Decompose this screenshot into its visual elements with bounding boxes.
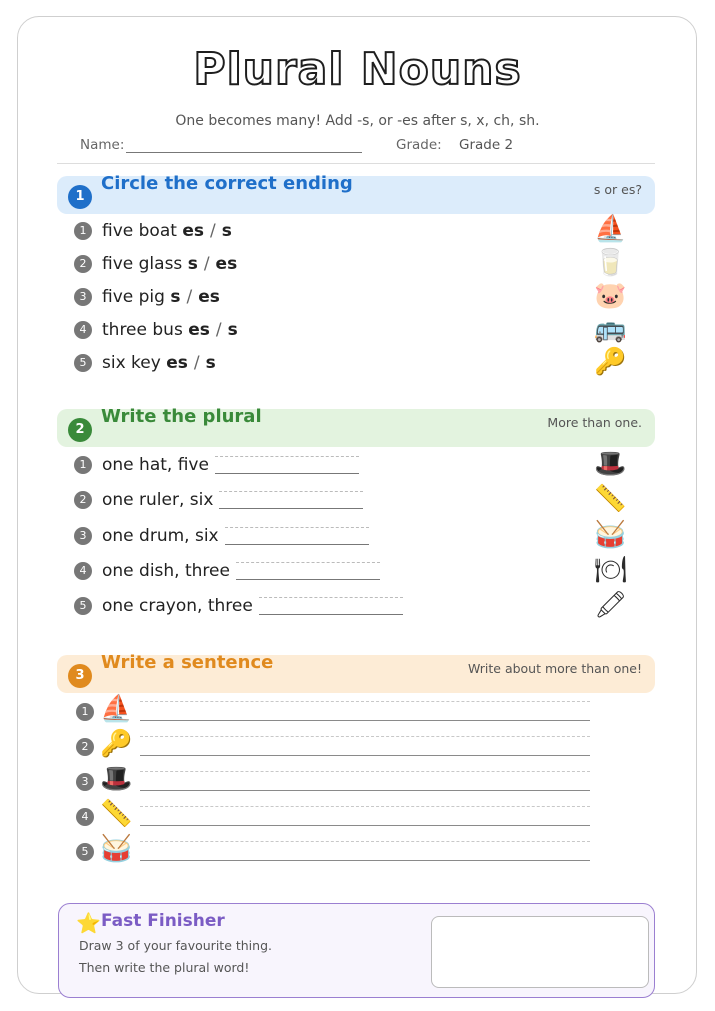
item-number: 5 — [76, 843, 94, 861]
dish-icon: 🍽 — [594, 555, 628, 585]
item-number: 2 — [74, 255, 92, 273]
key-icon: 🔑 — [100, 729, 133, 759]
top-hat-icon: 🎩 — [594, 449, 627, 479]
section-title: Write the plural — [101, 406, 262, 427]
item-number: 3 — [74, 288, 92, 306]
list-item — [74, 561, 380, 583]
list-item: 2 five glass s / es — [74, 254, 237, 276]
item-number: 4 — [74, 321, 92, 339]
section-number: 3 — [68, 664, 92, 688]
choice-option[interactable]: es — [188, 320, 210, 340]
sailboat-icon: ⛵ — [100, 694, 133, 724]
star-icon: ⭐ — [76, 911, 101, 935]
section-hint: s or es? — [593, 182, 642, 197]
item-number: 2 — [76, 738, 94, 756]
sentence-line[interactable] — [140, 736, 590, 756]
item-number: 5 — [74, 597, 92, 615]
section-2-header — [57, 406, 655, 447]
answer-line[interactable] — [215, 456, 359, 474]
item-number: 3 — [76, 773, 94, 791]
choice-option[interactable]: s — [227, 320, 238, 340]
section-number: 2 — [68, 418, 92, 442]
section-3-header — [57, 652, 655, 693]
choice-option[interactable]: s — [205, 353, 216, 373]
choice-option[interactable]: s — [187, 254, 198, 274]
sentence-line[interactable] — [140, 701, 590, 721]
choice-option[interactable]: es — [166, 353, 188, 373]
section-hint: More than one. — [547, 415, 642, 430]
sentence-line[interactable] — [140, 806, 590, 826]
sentence-line[interactable] — [140, 841, 590, 861]
item-number: 1 — [74, 222, 92, 240]
section-number: 1 — [68, 185, 92, 209]
choice-option[interactable]: es — [182, 221, 204, 241]
choice-option[interactable]: es — [198, 287, 220, 307]
item-text: six key — [102, 353, 161, 373]
answer-line[interactable] — [225, 527, 369, 545]
name-label: Name: — [80, 137, 125, 153]
choice-option[interactable]: s — [221, 221, 232, 241]
section-1-header — [57, 173, 655, 214]
item-number: 1 — [76, 703, 94, 721]
item-text: one dish, three — [102, 561, 230, 581]
list-item: 5 six key es / s — [74, 353, 216, 375]
bus-icon: 🚌 — [594, 314, 627, 344]
list-item — [74, 596, 403, 618]
fast-finisher-title: Fast Finisher — [101, 911, 225, 931]
list-item — [74, 490, 363, 512]
answer-line[interactable] — [219, 491, 363, 509]
grade-value: Grade 2 — [459, 137, 514, 153]
drum-icon: 🥁 — [100, 834, 133, 864]
item-number: 3 — [74, 527, 92, 545]
list-item: 4 three bus es / s — [74, 320, 238, 342]
sentence-line[interactable] — [140, 771, 590, 791]
item-number: 1 — [74, 456, 92, 474]
item-number: 4 — [76, 808, 94, 826]
item-text: one drum, six — [102, 526, 219, 546]
list-item: 3 five pig s / es — [74, 287, 220, 309]
key-icon: 🔑 — [594, 347, 627, 377]
name-field[interactable] — [126, 152, 362, 153]
page-title: Plural Nouns — [193, 44, 522, 95]
list-item: 1 five boat es / s — [74, 221, 232, 243]
page-subtitle: One becomes many! Add -s, or -es after s, x, ch, sh. — [175, 113, 540, 129]
fast-finisher-instruction: Draw 3 of your favourite thing. — [79, 938, 272, 953]
sailboat-icon: ⛵ — [594, 214, 627, 244]
header-divider — [57, 163, 655, 164]
drum-icon: 🥁 — [594, 520, 627, 550]
item-text: one hat, five — [102, 455, 209, 475]
item-text: five pig — [102, 287, 165, 307]
drawing-box[interactable] — [431, 916, 649, 988]
ruler-icon: 📏 — [594, 484, 627, 514]
item-number: 2 — [74, 491, 92, 509]
answer-line[interactable] — [259, 597, 403, 615]
grade-label: Grade: — [396, 137, 442, 153]
choice-option[interactable]: s — [170, 287, 181, 307]
glass-icon: 🥛 — [594, 248, 627, 278]
crayon-icon: 🖍 — [594, 590, 628, 620]
list-item — [74, 526, 369, 548]
item-text: five glass — [102, 254, 183, 274]
item-number: 5 — [74, 354, 92, 372]
fast-finisher-box — [58, 903, 655, 998]
section-title: Circle the correct ending — [101, 173, 353, 194]
answer-line[interactable] — [236, 562, 380, 580]
top-hat-icon: 🎩 — [100, 764, 133, 794]
section-hint: Write about more than one! — [467, 661, 642, 676]
item-text: three bus — [102, 320, 183, 340]
item-number: 4 — [74, 562, 92, 580]
section-title: Write a sentence — [101, 652, 274, 673]
choice-option[interactable]: es — [215, 254, 238, 274]
item-text: five boat — [102, 221, 177, 241]
list-item — [74, 455, 359, 477]
pig-icon: 🐷 — [594, 281, 627, 311]
item-text: one crayon, three — [102, 596, 253, 616]
item-text: one ruler, six — [102, 490, 214, 510]
ruler-icon: 📏 — [100, 799, 133, 829]
fast-finisher-instruction: Then write the plural word! — [79, 960, 250, 975]
